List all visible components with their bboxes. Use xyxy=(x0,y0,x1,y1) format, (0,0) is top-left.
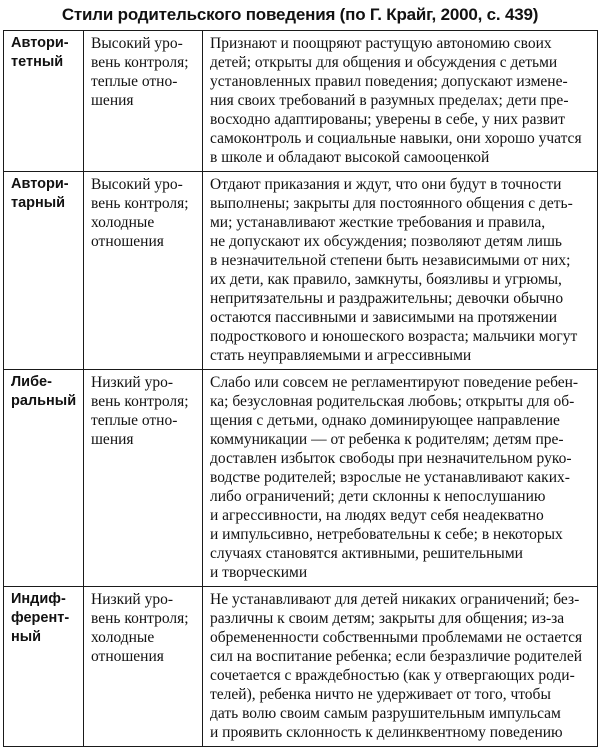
control-level-line: Низкий уро- xyxy=(91,591,174,608)
control-level-line: вень контроля; xyxy=(91,195,189,212)
control-level-line: отношения xyxy=(91,233,164,250)
description-line: подросткового и юношеского возраста; мальчики могут xyxy=(210,328,578,345)
control-level-cell xyxy=(84,31,203,172)
description-line: ния своих требований в разумных пределах; дети пре- xyxy=(210,92,569,109)
description-line: детей; открыты для общения и обсуждения с детьми xyxy=(210,54,558,71)
style-name-line: ральный xyxy=(11,393,77,409)
control-level-line: холодные xyxy=(91,629,155,646)
control-level-line: вень контроля; xyxy=(91,393,189,410)
description-line: различны к своим детям; закрыты для общения; из-за xyxy=(210,610,565,627)
table-row xyxy=(4,370,598,587)
description-line: остаются пассивными и зависимыми на протяжении xyxy=(210,309,558,326)
description-line: самоконтроль и социальные навыки, они хорошо учатся xyxy=(210,130,582,147)
control-level-line: Высокий уро- xyxy=(91,35,183,52)
style-name-cell xyxy=(4,31,84,172)
description-line: телей), ребенка ничто не удерживает от того, чтобы xyxy=(210,686,551,703)
description-line: и творческими xyxy=(210,564,308,581)
description-line: дать волю своим самым разрушительным импульсам xyxy=(210,705,561,722)
description-line: либо ограничений; дети склонны к непослушанию xyxy=(210,488,546,505)
style-name-line: Автори- xyxy=(11,176,69,192)
style-name-cell xyxy=(4,370,84,587)
style-name-line: ферент- xyxy=(11,610,70,626)
style-name-line: тетный xyxy=(11,54,64,70)
description-line: и проявить склонность к делинквентному поведению xyxy=(210,724,563,741)
style-name-line: Индиф- xyxy=(11,591,66,607)
description-cell xyxy=(203,172,598,370)
control-level-cell xyxy=(84,370,203,587)
style-name-line: ный xyxy=(11,629,42,645)
description-line: ка; безусловная родительская любовь; открыты для об- xyxy=(210,393,575,410)
description-line: стать неуправляемыми и агрессивными xyxy=(210,347,472,364)
description-line: в незначительной степени быть независимыми от них; xyxy=(210,252,571,269)
control-level-line: шения xyxy=(91,92,134,109)
description-line: коммуникации — от ребенка к родителям; детям пре- xyxy=(210,431,564,448)
description-line: Не устанавливают для детей никаких ограничений; без- xyxy=(210,591,580,608)
control-level-line: Высокий уро- xyxy=(91,176,183,193)
description-line: Признают и поощряют растущую автономию своих xyxy=(210,35,552,52)
description-line: их дети, как правило, замкнуты, боязливы и угрюмы, xyxy=(210,271,562,288)
control-level-line: теплые отно- xyxy=(91,73,178,90)
description-line: ми; устанавливают жесткие требования и правила, xyxy=(210,214,546,231)
description-line: сил на воспитание ребенка; если безразличие родителей xyxy=(210,648,583,665)
page-title: Стили родительского поведения (по Г. Крайг, 2000, с. 439) xyxy=(61,5,539,24)
control-level-line: отношения xyxy=(91,648,164,665)
control-level-line: Низкий уро- xyxy=(91,374,174,391)
description-line: Слабо или совсем не регламентируют поведение ребен- xyxy=(210,374,579,391)
description-line: случаях становятся активными, решительными xyxy=(210,545,523,562)
description-line: водстве родителей; взрослые не устанавливают каких- xyxy=(210,469,570,486)
style-name-line: тарный xyxy=(11,195,66,211)
control-level-line: шения xyxy=(91,431,134,448)
description-line: выполнены; закрыты для постоянного общения с деть- xyxy=(210,195,573,212)
description-line: обремененности собственными проблемами не остается xyxy=(210,629,583,646)
control-level-cell xyxy=(84,172,203,370)
description-cell xyxy=(203,370,598,587)
control-level-line: холодные xyxy=(91,214,155,231)
description-line: восходно адаптированы; уверены в себе, у них развит xyxy=(210,111,565,128)
control-level-cell xyxy=(84,587,203,747)
description-line: и импульсивно, нетребовательны к себе; в некоторых xyxy=(210,526,563,543)
description-line: доставлен избыток свободы при незначительном руко- xyxy=(210,450,572,467)
description-line: непритязательны и раздражительны; девочки обычно xyxy=(210,290,564,307)
style-name-cell xyxy=(4,587,84,747)
description-line: щения с детьми, однако доминирующее направление xyxy=(210,412,560,429)
table-row xyxy=(4,31,598,172)
description-line: Отдают приказания и ждут, что они будут в точности xyxy=(210,176,562,193)
style-name-cell xyxy=(4,172,84,370)
description-line: в школе и обладают высокой самооценкой xyxy=(210,149,490,166)
control-level-line: вень контроля; xyxy=(91,610,189,627)
control-level-line: теплые отно- xyxy=(91,412,178,429)
description-line: не допускают их обсуждения; позволяют детям лишь xyxy=(210,233,562,250)
description-cell xyxy=(203,31,598,172)
control-level-line: вень контроля; xyxy=(91,54,189,71)
style-name-line: Автори- xyxy=(11,35,69,51)
description-line: и агрессивности, на людях ведут себя неадекватно xyxy=(210,507,544,524)
description-line: сочетается с враждебностью (как у отвергающих роди- xyxy=(210,667,575,684)
parenting-styles-table xyxy=(3,30,598,747)
description-cell xyxy=(203,587,598,747)
style-name-line: Либе- xyxy=(11,374,52,390)
description-line: установленных правил поведения; допускают измене- xyxy=(210,73,568,90)
table-row xyxy=(4,587,598,747)
table-row xyxy=(4,172,598,370)
